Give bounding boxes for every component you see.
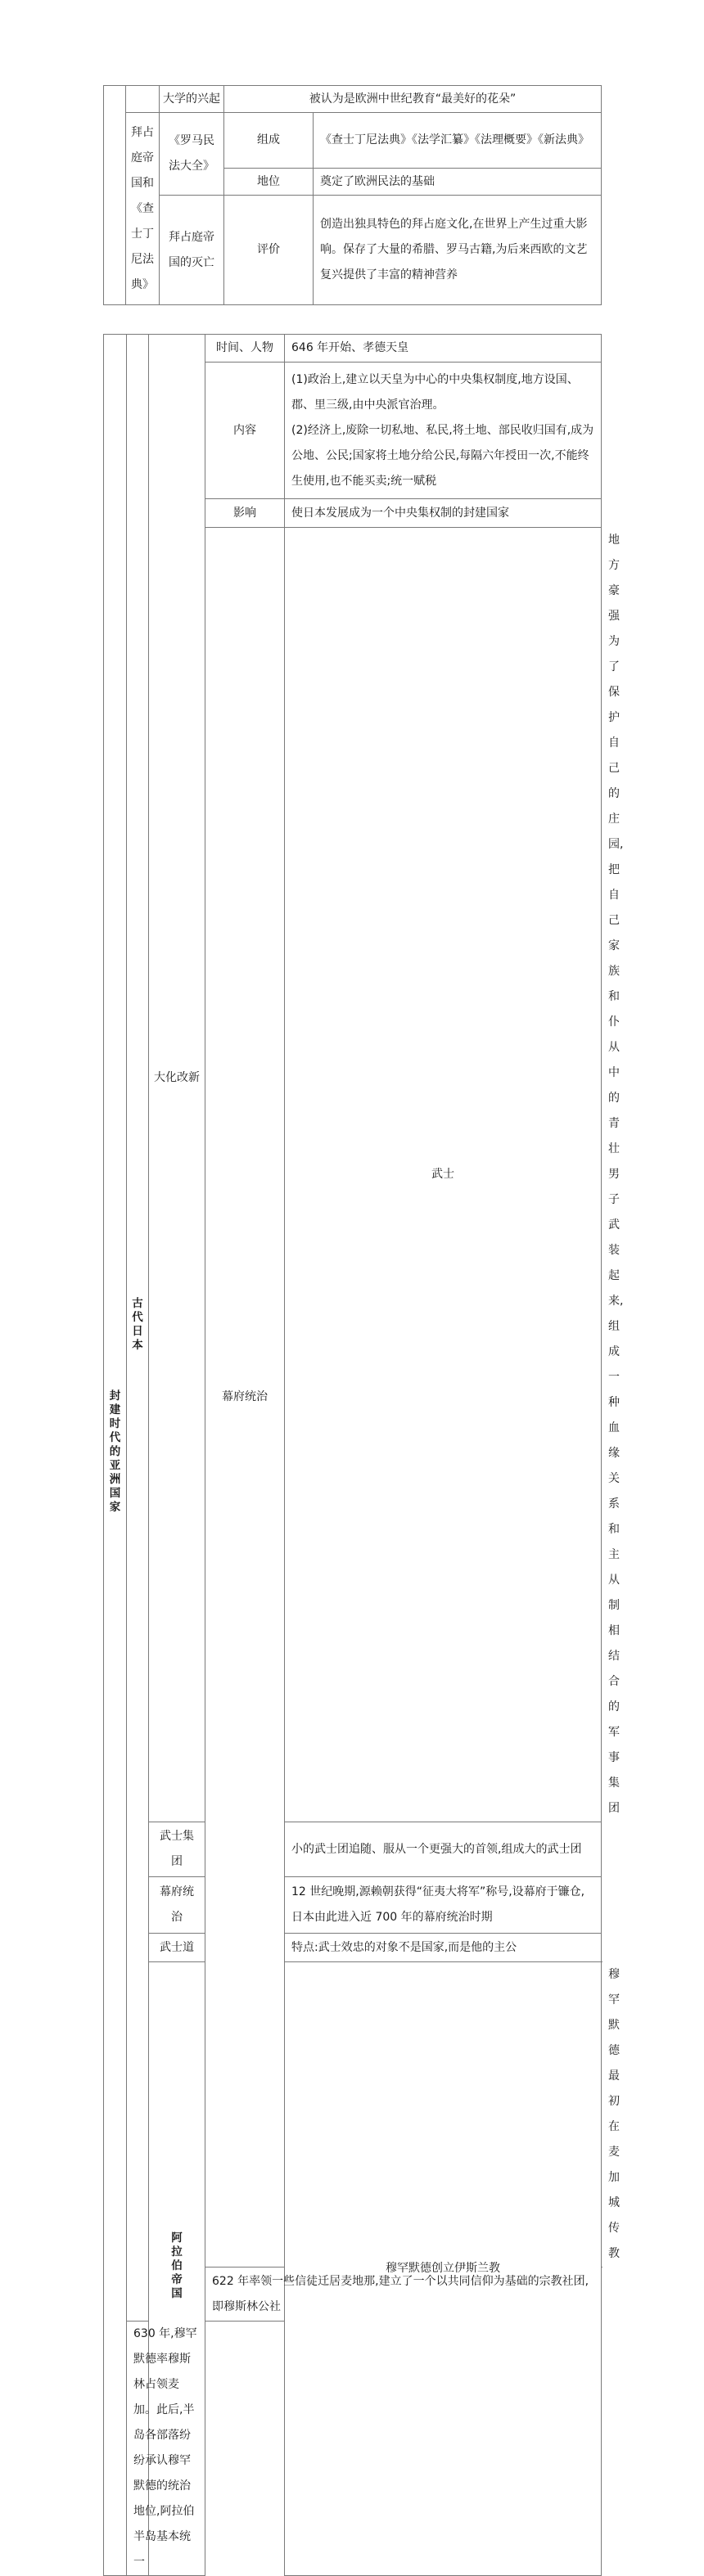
cell-composition-value: 《查士丁尼法典》《法学汇纂》《法理概要》《新法典》 xyxy=(314,113,602,169)
cell-eval-value: 创造出独具特色的拜占庭文化,在世界上产生过重大影响。保存了大量的希腊、罗马古籍,为后来西欧的文艺复兴提供了丰富的精神营养 xyxy=(314,196,602,305)
table-asia: 封建时代的亚洲国家 古代日本 大化改新 时间、人物 646 年开始、孝德天皇 内容 (1)政治上,建立以天皇为中心的中央集权制度,地方设国、郡、里三级,由中央派官治理。 (2)经济上,废除一切私地、私民,将土地、部民收归国有,成为公地、公民;国家将土地分给公民,每隔六年授田一次,不能终生使用,也不能买卖;统一赋税 影响 使日本发展成为一个中央集权制的封建国家 幕府统治 武士 地方豪强为了保护自己的庄园,把自己家族和仆从中的青壮男子武装起来,组成一种血缘关系和主从制相结合的军事集团 武士集团 小的武士团追随、服从一个更强大的首领,组成大的武士团 幕府统治 12 世纪晚期,源赖朝获得“征夷大将军”称号,设幕府于镰仓,日本由此进入近 700 年的幕府统治时期 武士道 特点:武士效忠的对象不是国家,而是他的主公 阿拉伯帝国 穆罕默德创立伊斯兰教 穆罕默德最初在麦加城传教 622 年率领一些信徒迁居麦地那,建立了一个以共同信仰为基础的宗教社团,即穆斯林公社 630 年,穆罕默德率穆斯林占领麦加。此后,半岛各部落纷纷承认穆罕默德的统治地位,阿拉伯半岛基本统一 xyxy=(103,334,602,2576)
cell-arab: 阿拉伯帝国 xyxy=(149,1962,205,2576)
cell-composition-label: 组成 xyxy=(224,113,314,169)
cell-university-desc: 被认为是欧洲中世纪教育“最美好的花朵” xyxy=(224,86,602,113)
cell-university-rise: 大学的兴起 xyxy=(160,86,224,113)
cell-group-value: 小的武士团追随、服从一个更强大的首领,组成大的武士团 xyxy=(285,1822,602,1877)
outer-blank-cell xyxy=(104,86,126,305)
cell-impact-value: 使日本发展成为一个中央集权制的封建国家 xyxy=(285,499,602,528)
cell-section: 封建时代的亚洲国家 xyxy=(104,335,127,2576)
cell-bushido-label: 武士道 xyxy=(149,1934,205,1962)
cell-impact-label: 影响 xyxy=(205,499,285,528)
cell-time-label: 时间、人物 xyxy=(205,335,285,363)
cell-islam-3: 630 年,穆罕默德率穆斯林占领麦加。此后,半岛各部落纷纷承认穆罕默德的统治地位,阿拉伯半岛基本统一 xyxy=(127,2322,205,2576)
cell-content-value xyxy=(285,363,602,499)
cell-rule-value: 12 世纪晚期,源赖朝获得“征夷大将军”称号,设幕府于镰仓,日本由此进入近 700 年的幕府统治时期 xyxy=(285,1877,602,1934)
cell-japan: 古代日本 xyxy=(127,335,149,2322)
cell-status-value: 奠定了欧洲民法的基础 xyxy=(314,169,602,196)
cell-islam: 穆罕默德创立伊斯兰教 xyxy=(285,1962,602,2576)
cell-corpus: 《罗马民法大全》 xyxy=(160,113,224,196)
cell-samurai-label: 武士 xyxy=(285,528,602,1822)
table-byzantine xyxy=(103,85,602,305)
cell-rule-label: 幕府统治 xyxy=(149,1877,205,1934)
cell-content-label: 内容 xyxy=(205,363,285,499)
cell-eval-label: 评价 xyxy=(224,196,314,305)
cell-byzantine: 拜占庭帝国和《查士丁尼法典》 xyxy=(126,113,160,305)
blank-cell xyxy=(126,86,160,113)
cell-taika: 大化改新 xyxy=(149,335,205,1822)
cell-group-label: 武士集团 xyxy=(149,1822,205,1877)
cell-bushido-value: 特点:武士效忠的对象不是国家,而是他的主公 xyxy=(285,1934,602,1962)
content-p1: (1)政治上,建立以天皇为中心的中央集权制度,地方设国、郡、里三级,由中央派官治理。 xyxy=(291,372,579,412)
cell-fall: 拜占庭帝国的灭亡 xyxy=(160,196,224,305)
cell-time-value: 646 年开始、孝德天皇 xyxy=(285,335,602,363)
cell-shogunate: 幕府统治 xyxy=(205,528,285,2268)
cell-status-label: 地位 xyxy=(224,169,314,196)
content-p2: (2)经济上,废除一切私地、私民,将土地、部民收归国有,成为公地、公民;国家将土地分给公民,每隔六年授田一次,不能终生使用,也不能买卖;统一赋税 xyxy=(291,423,594,488)
cell-islam-2: 622 年率领一些信徒迁居麦地那,建立了一个以共同信仰为基础的宗教社团,即穆斯林公社 xyxy=(205,2268,602,2322)
